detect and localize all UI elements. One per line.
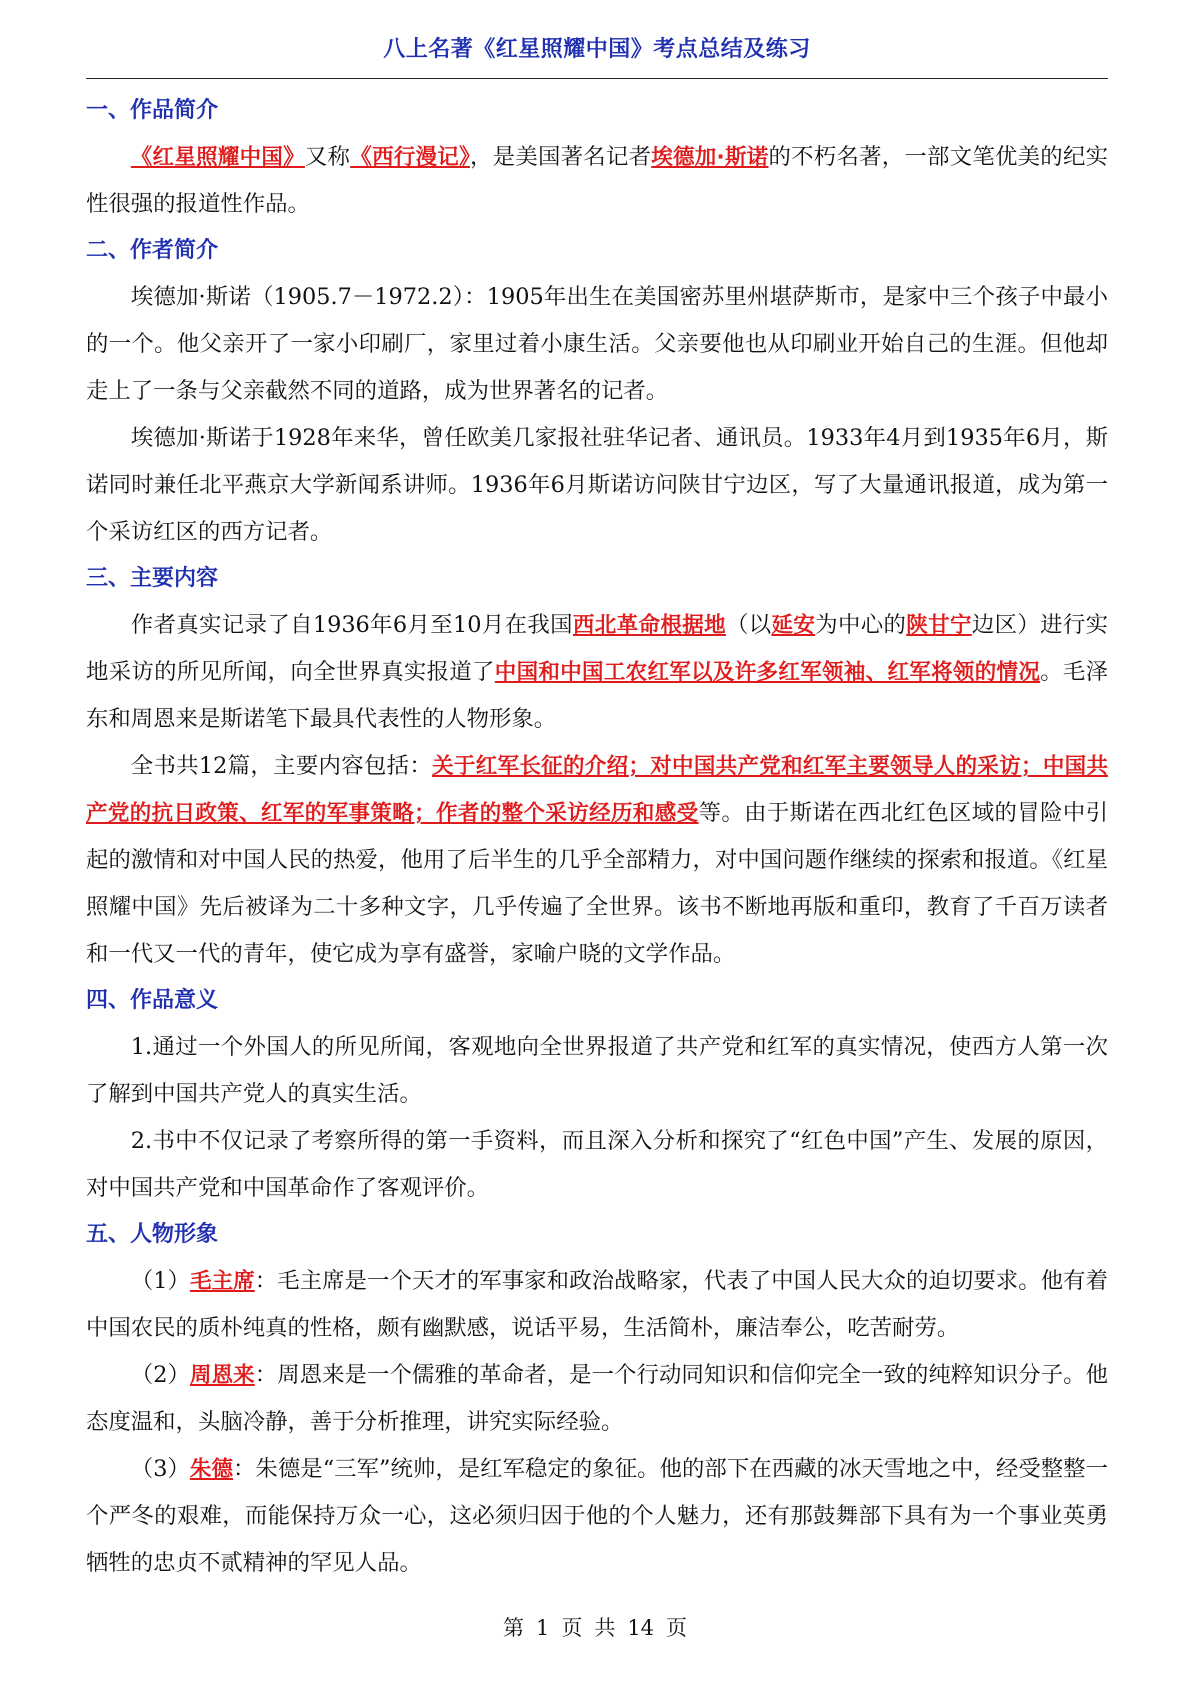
section-heading-content: 三、主要内容 bbox=[86, 566, 219, 591]
section-heading-characters: 五、人物形象 bbox=[86, 1222, 219, 1247]
page-footer: 第 1 页 共 14 页 bbox=[502, 1616, 688, 1640]
character-name-zhu: 朱德 bbox=[189, 1457, 233, 1482]
paragraph-character-mao: （1）毛主席：毛主席是一个天才的军事家和政治战略家，代表了中国人民大众的迫切要求。他有着中国农民的质朴纯真的性格，颇有幽默感，说话平易，生活简朴，廉洁奉公，吃苦耐劳。 bbox=[86, 1268, 1108, 1341]
paragraph-content-2: 全书共12篇，主要内容包括：关于红军长征的介绍；对中国共产党和红军主要领导人的采访；中国共产党的抗日政策、红军的军事策略；作者的整个采访经历和感受等。由于斯诺在西北红色区域的冒险中引起的激情和对中国人民的热爱，他用了后半生的几乎全部精力，对中国问题作继续的探索和报道。《红星照耀中国》先后被译为二十多种文字，几乎传遍了全世界。该书不断地再版和重印，教育了千百万读者和一代又一代的青年，使它成为享有盛誉，家喻户晓的文学作品。 bbox=[86, 753, 1108, 967]
main-topics-highlight: 关于红军长征的介绍；对中国共产党和红军主要领导人的采访；中国共产党的抗日政策、红军的军事策略；作者的整个采访经历和感受 bbox=[86, 754, 1108, 826]
book-title-highlight: 《红星照耀中国》 bbox=[130, 145, 305, 170]
paragraph-character-zhu: （3）朱德：朱德是“三军”统帅，是红军稳定的象征。他的部下在西藏的冰天雪地之中，经受整整一个严冬的艰难，而能保持万众一心，这必须归因于他的个人魅力，还有那鼓舞部下具有为一个事业英勇牺牲的忠贞不贰精神的罕见人品。 bbox=[86, 1456, 1108, 1576]
base-area-highlight: 西北革命根据地 bbox=[572, 613, 726, 638]
report-subject-highlight: 中国和中国工农红军以及许多红军领袖、红军将领的情况 bbox=[494, 660, 1041, 685]
page-total: 14 bbox=[627, 1616, 655, 1640]
section-heading-author: 二、作者简介 bbox=[86, 238, 219, 263]
paragraph-work-intro: 《红星照耀中国》又称《西行漫记》，是美国著名记者埃德加·斯诺的不朽名著，一部文笔优美的纪实性很强的报道性作品。 bbox=[86, 144, 1108, 217]
paragraph-author-bio-2: 埃德加·斯诺于1928年来华，曾任欧美几家报社驻华记者、通讯员。1933年4月到1935年6月，斯诺同时兼任北平燕京大学新闻系讲师。1936年6月斯诺访问陕甘宁边区，写了大量通讯报道，成为第一个采访红区的西方记者。 bbox=[86, 425, 1108, 545]
character-name-zhou: 周恩来 bbox=[190, 1363, 255, 1388]
section-heading-intro: 一、作品简介 bbox=[86, 98, 219, 123]
paragraph-character-zhou: （2）周恩来：周恩来是一个儒雅的革命者，是一个行动同知识和信仰完全一致的纯粹知识分子。他态度温和，头脑冷静，善于分析推理，讲究实际经验。 bbox=[86, 1362, 1108, 1435]
page-number: 1 bbox=[535, 1616, 550, 1640]
document-body bbox=[86, 88, 1108, 1587]
paragraph-significance-1: 1.通过一个外国人的所见所闻，客观地向全世界报道了共产党和红军的真实情况，使西方人第一次了解到中国共产党人的真实生活。 bbox=[86, 1034, 1108, 1107]
author-name-highlight: 埃德加·斯诺 bbox=[651, 145, 769, 170]
shaanganning-highlight: 陕甘宁 bbox=[906, 613, 972, 638]
header-divider bbox=[86, 78, 1108, 79]
section-heading-significance: 四、作品意义 bbox=[86, 988, 219, 1013]
paragraph-author-bio-1: 埃德加·斯诺（1905.7－1972.2）：1905年出生在美国密苏里州堪萨斯市，是家中三个孩子中最小的一个。他父亲开了一家小印刷厂，家里过着小康生活。父亲要他也从印刷业开始自己的生涯。但他却走上了一条与父亲截然不同的道路，成为世界著名的记者。 bbox=[86, 284, 1108, 404]
paragraph-significance-2: 2.书中不仅记录了考察所得的第一手资料，而且深入分析和探究了“红色中国”产生、发展的原因，对中国共产党和中国革命作了客观评价。 bbox=[86, 1128, 1108, 1201]
alt-title-highlight: 《西行漫记》 bbox=[350, 145, 471, 170]
page-header-title: 八上名著《红星照耀中国》考点总结及练习 bbox=[383, 37, 811, 62]
character-name-mao: 毛主席 bbox=[190, 1269, 255, 1294]
yanan-highlight: 延安 bbox=[771, 613, 816, 638]
paragraph-content-1: 作者真实记录了自1936年6月至10月在我国西北革命根据地（以延安为中心的陕甘宁边区）进行实地采访的所见所闻，向全世界真实报道了中国和中国工农红军以及许多红军领袖、红军将领的情况。毛泽东和周恩来是斯诺笔下最具代表性的人物形象。 bbox=[86, 612, 1108, 732]
